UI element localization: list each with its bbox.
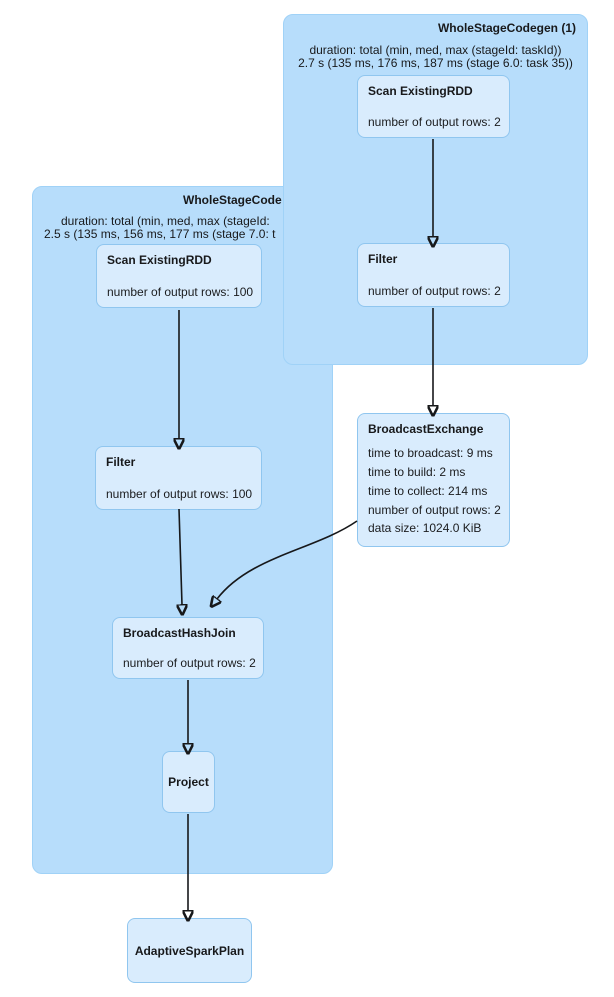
node-metric: number of output rows: 2 (368, 115, 501, 129)
plan-node-scan-existingrdd-1[interactable] (357, 75, 510, 138)
plan-node-filter-2[interactable] (95, 446, 262, 510)
node-metric: time to broadcast: 9 ms (368, 446, 493, 461)
cluster-duration-line2: 2.5 s (135 ms, 156 ms, 177 ms (stage 7.0: t (44, 227, 276, 241)
node-metric: data size: 1024.0 KiB (368, 521, 482, 536)
cluster-duration-line1: duration: total (min, med, max (stageId: (61, 214, 270, 228)
node-metric: number of output rows: 2 (368, 284, 501, 298)
node-metric: number of output rows: 100 (107, 285, 254, 299)
node-title: BroadcastExchange (368, 422, 484, 436)
cluster-duration-line2: 2.7 s (135 ms, 176 ms, 187 ms (stage 6.0: task 35)) (298, 56, 573, 70)
node-metric: number of output rows: 2 (368, 502, 501, 517)
node-metric: time to build: 2 ms (368, 465, 466, 480)
cluster-title: WholeStageCodegen (1) (437, 21, 576, 35)
node-title: Project (168, 775, 209, 789)
plan-node-adaptive-spark-plan[interactable] (127, 918, 252, 983)
node-title: Filter (106, 455, 136, 469)
cluster-title: WholeStageCode (183, 193, 282, 207)
plan-node-broadcast-hash-join[interactable] (112, 617, 264, 679)
node-title: AdaptiveSparkPlan (134, 943, 245, 958)
node-title: BroadcastHashJoin (123, 626, 236, 640)
node-metrics-block (368, 444, 499, 538)
plan-node-filter-1[interactable] (357, 243, 510, 307)
plan-node-project[interactable] (162, 751, 215, 813)
node-metric: time to collect: 214 ms (368, 483, 488, 498)
node-title: Scan ExistingRDD (107, 253, 212, 267)
node-title: Scan ExistingRDD (368, 84, 473, 98)
node-metric: number of output rows: 100 (106, 487, 253, 501)
node-metric: number of output rows: 2 (123, 656, 256, 670)
cluster-wholestagecodegen-1 (283, 14, 588, 365)
plan-node-scan-existingrdd-2[interactable] (96, 244, 262, 308)
plan-node-broadcast-exchange[interactable] (357, 413, 510, 547)
cluster-duration-line1: duration: total (min, med, max (stageId: taskId)) (309, 43, 562, 57)
node-title: Filter (368, 252, 398, 266)
